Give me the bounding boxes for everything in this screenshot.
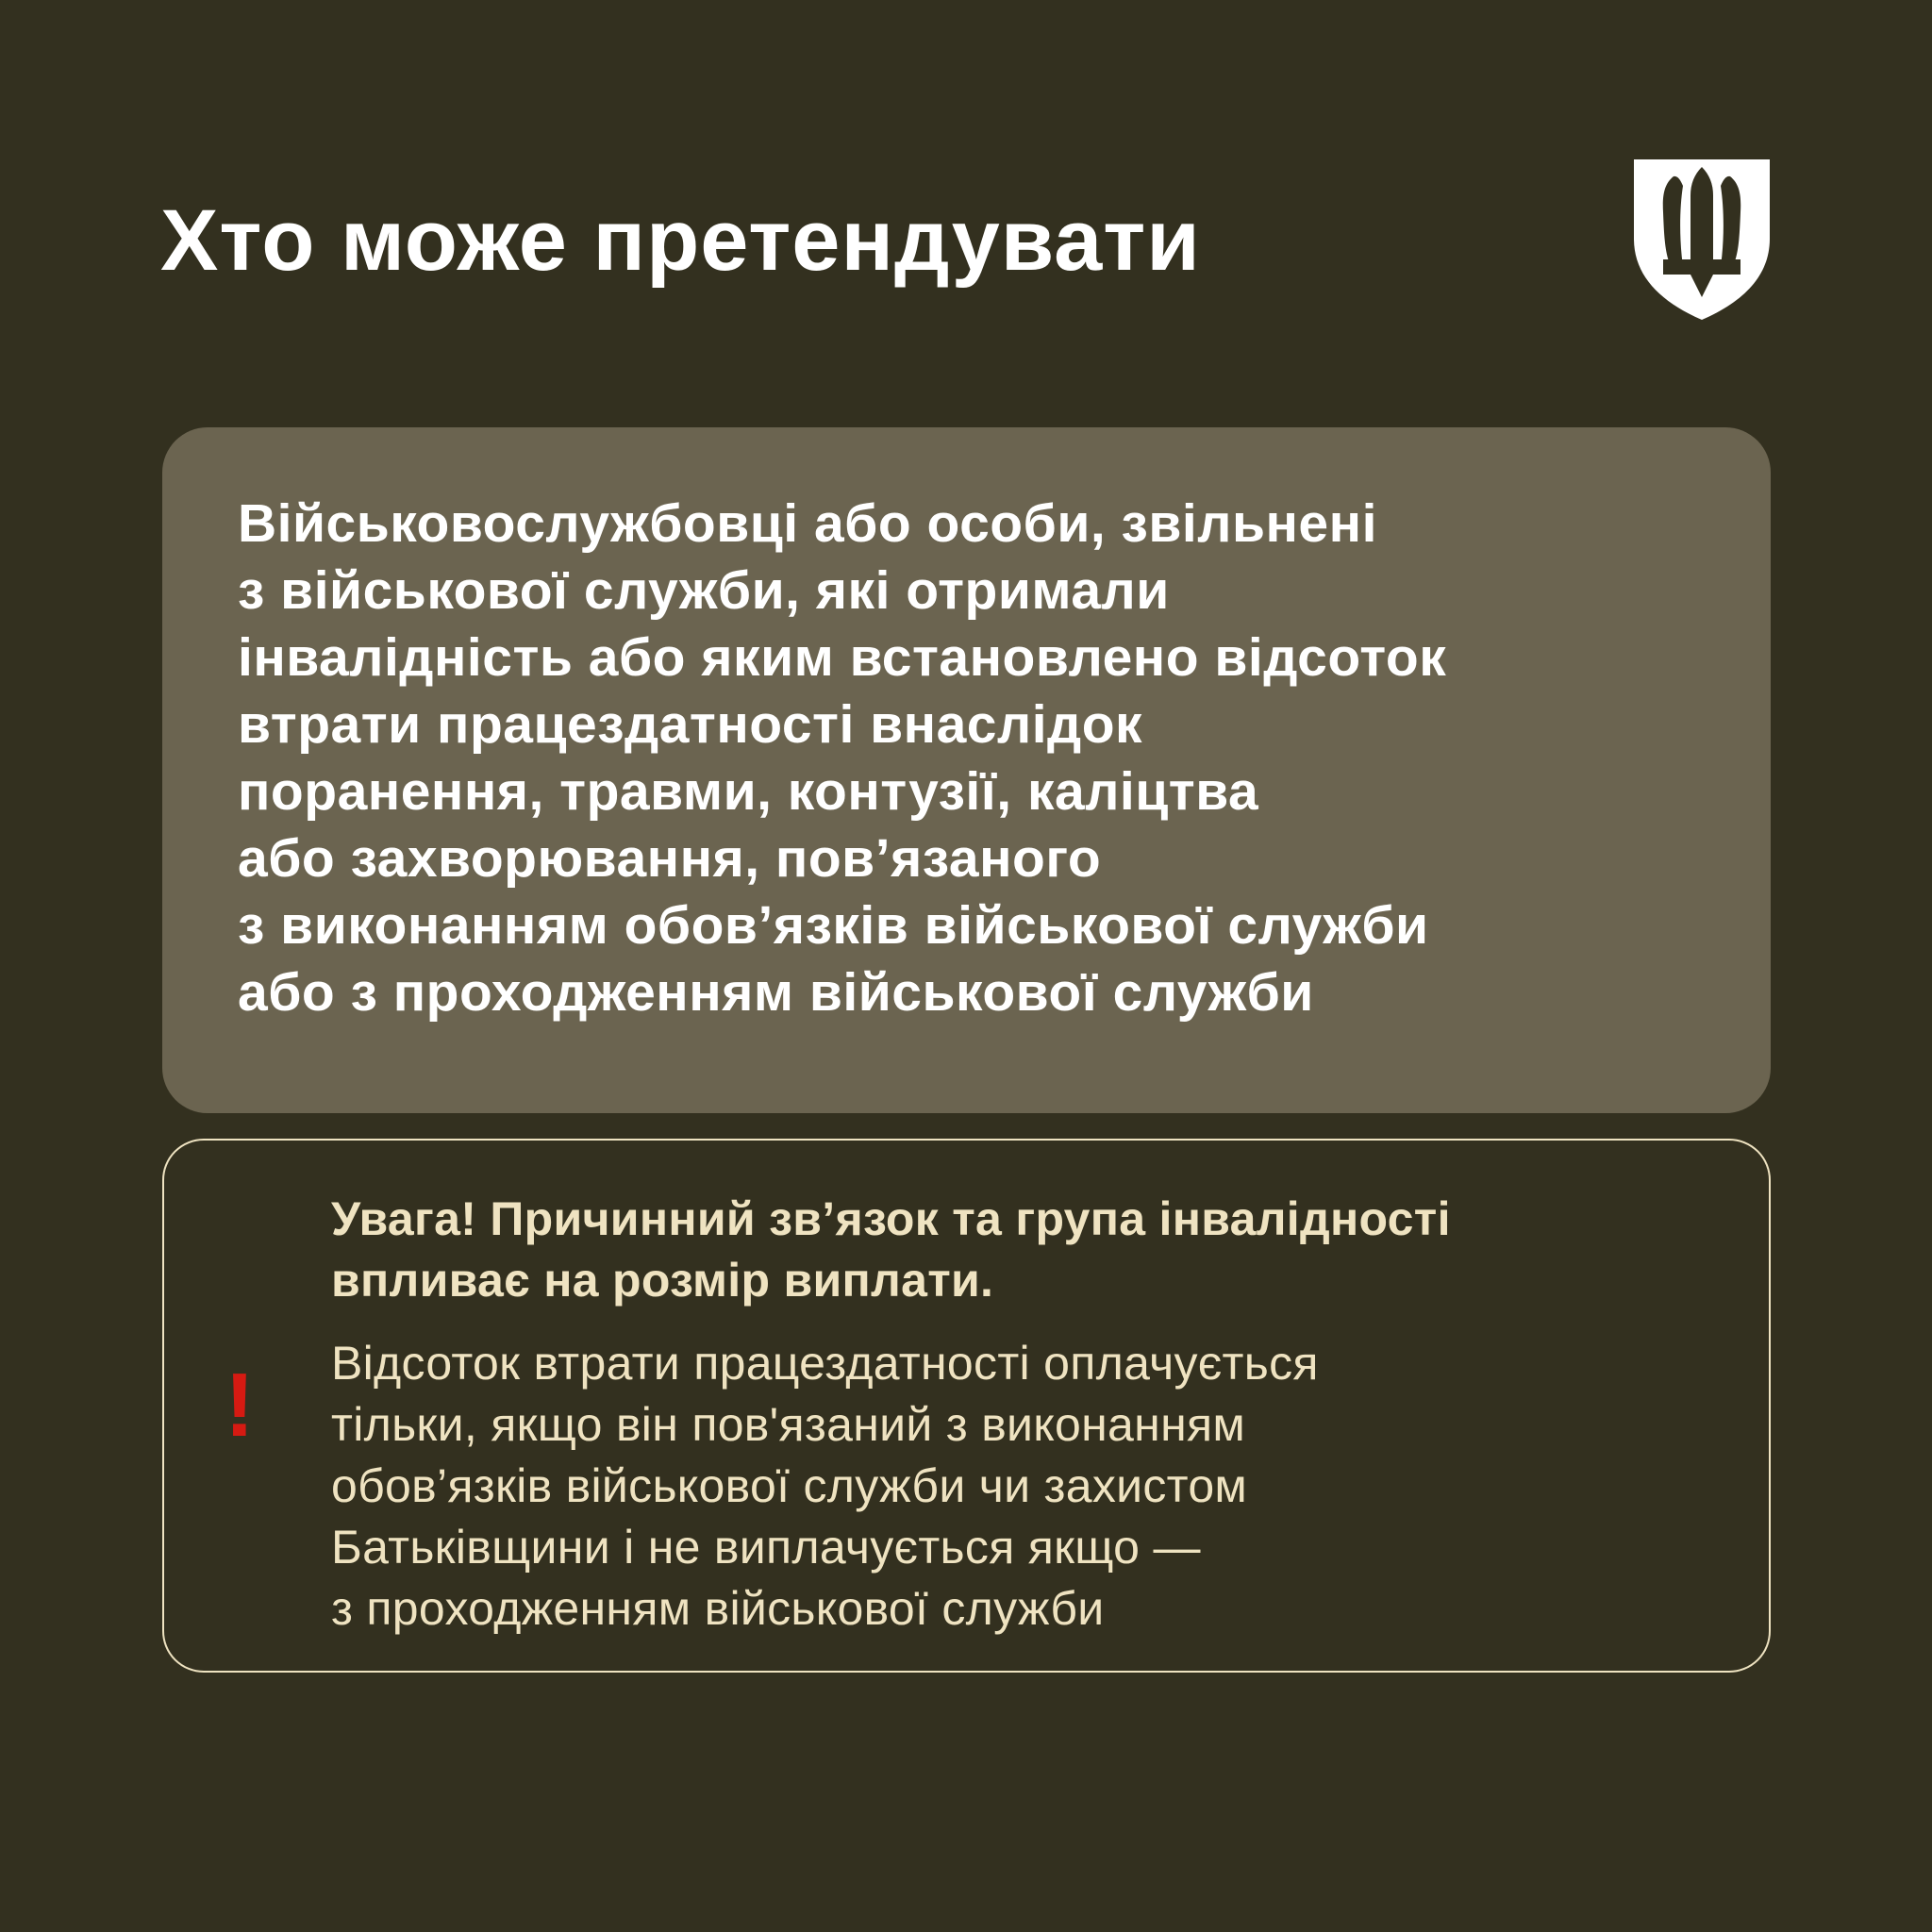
eligibility-line: з виконанням обов’язків військової служби bbox=[238, 895, 1429, 956]
eligibility-line: з військової служби, які отримали bbox=[238, 560, 1170, 621]
eligibility-line: або захворювання, пов’язаного bbox=[238, 828, 1102, 889]
warning-line: з проходженням військової служби bbox=[331, 1582, 1105, 1635]
page-title: Хто може претендувати bbox=[160, 192, 1201, 289]
exclamation-icon: ! bbox=[225, 1355, 255, 1456]
warning-card bbox=[162, 1139, 1771, 1673]
warning-line: впливає на розмір виплати. bbox=[331, 1254, 994, 1307]
warning-line: тільки, якщо він пов'язаний з виконанням bbox=[331, 1398, 1246, 1451]
eligibility-line: або з проходженням військової служби bbox=[238, 962, 1314, 1023]
eligibility-line: поранення, травми, контузії, каліцтва bbox=[238, 761, 1259, 822]
trident-shield-icon bbox=[1630, 157, 1774, 323]
eligibility-card bbox=[162, 427, 1771, 1113]
warning-text-block bbox=[331, 1189, 1740, 1640]
warning-line: Увага! Причинний зв’язок та група інвалідності bbox=[331, 1192, 1451, 1245]
eligibility-line: Військовослужбовці або особи, звільнені bbox=[238, 493, 1377, 554]
warning-line: Відсоток втрати працездатності оплачується bbox=[331, 1337, 1319, 1390]
warning-attention-paragraph bbox=[331, 1189, 1740, 1311]
eligibility-line: інвалідність або яким встановлено відсоток bbox=[238, 627, 1447, 688]
warning-details-paragraph bbox=[331, 1333, 1740, 1640]
warning-line: Батьківщини і не виплачується якщо — bbox=[331, 1521, 1201, 1574]
eligibility-line: втрати працездатності внаслідок bbox=[238, 694, 1143, 755]
mod-ukraine-emblem bbox=[1630, 157, 1774, 323]
warning-line: обов’язків військової служби чи захистом bbox=[331, 1459, 1248, 1512]
